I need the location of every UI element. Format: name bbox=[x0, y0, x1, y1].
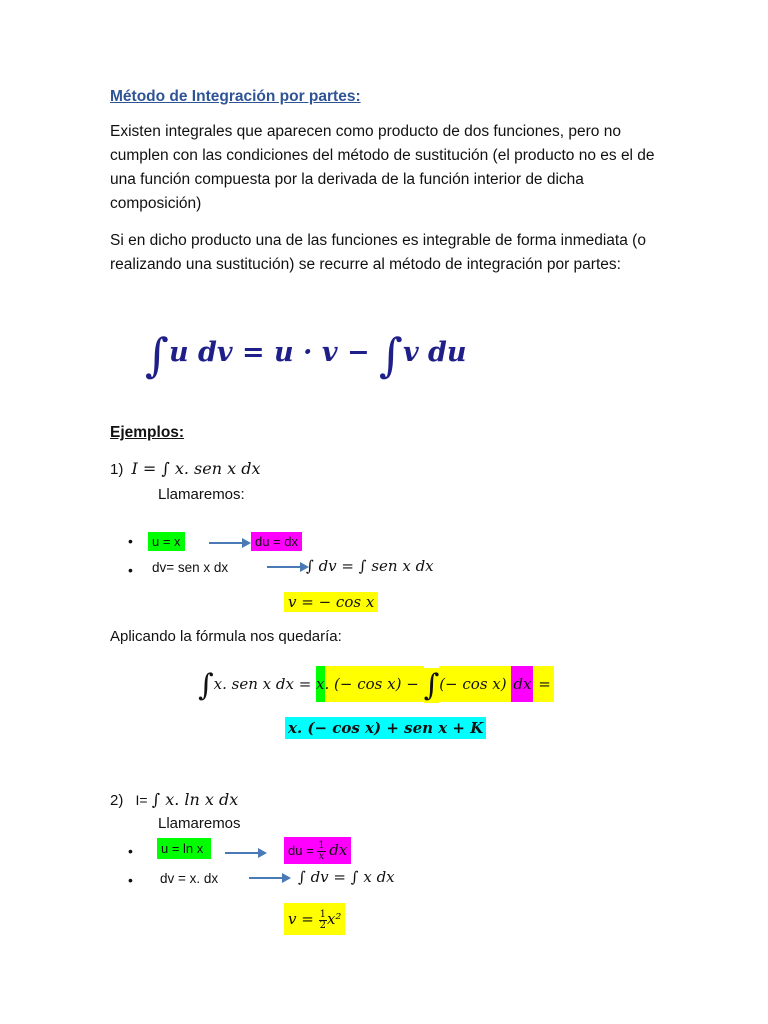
bullet-icon: • bbox=[128, 872, 133, 888]
bullet-icon: • bbox=[128, 562, 133, 578]
du-suffix: dx bbox=[329, 841, 348, 859]
example-number: 1) bbox=[110, 461, 124, 478]
step-part: = bbox=[533, 666, 553, 702]
integral-sign: ∫ bbox=[198, 668, 214, 703]
integral-sign: ∫ bbox=[145, 328, 169, 382]
formula-rhs: v du bbox=[402, 337, 467, 368]
example-2 bbox=[110, 790, 238, 809]
example-1 bbox=[110, 459, 260, 478]
formula-uv: u · v bbox=[274, 337, 338, 368]
dv-definition: dv = x. dx bbox=[160, 871, 219, 886]
example-integral-prefix: I= bbox=[135, 792, 148, 808]
example-integral: I = ∫ x. sen x dx bbox=[131, 459, 261, 478]
v-result bbox=[284, 903, 345, 935]
integral-sign: ∫ bbox=[378, 328, 403, 382]
page-title: Método de Integración por partes: bbox=[110, 88, 361, 105]
example-number: 2) bbox=[110, 792, 124, 809]
arrow-right-icon bbox=[208, 536, 252, 550]
du-prefix: du = bbox=[288, 843, 314, 858]
example-1-result: x. (− cos x) + sen x + K bbox=[285, 717, 486, 739]
step-part: . (− cos x) − bbox=[325, 666, 424, 702]
examples-heading: Ejemplos: bbox=[110, 424, 185, 441]
method-paragraph: Si en dicho producto una de las funciones es integrable de forma inmediata (o realizando una sustitución) se recurre al método de integración por partes: bbox=[110, 232, 646, 273]
intro-paragraph: Existen integrales que aparecen como producto de dos funciones, pero no cumplen con las condiciones del método de sustitución (el producto no es el de una función compuesta por la derivada de la función interior de dicha composición) bbox=[110, 123, 655, 212]
applying-text: Aplicando la fórmula nos quedaría: bbox=[110, 628, 342, 645]
dv-definition: dv= sen x dx bbox=[152, 560, 229, 575]
example-integral: ∫ x. ln x dx bbox=[151, 790, 239, 809]
bullet-icon: • bbox=[128, 533, 133, 549]
step-part: x. sen x dx = bbox=[213, 675, 317, 693]
du-definition bbox=[284, 837, 351, 864]
arrow-right-icon bbox=[266, 560, 310, 574]
example-1-step bbox=[198, 667, 554, 703]
dv-integral: ∫ dv = ∫ x dx bbox=[298, 868, 395, 886]
du-fraction: $\frac{1}{x}$ bbox=[318, 840, 325, 863]
arrow-right-icon bbox=[224, 846, 268, 860]
u-definition: u = ln x bbox=[157, 838, 211, 859]
step-highlight-dx: dx bbox=[511, 666, 533, 702]
bullet-icon: • bbox=[128, 843, 133, 859]
step-highlight-x: x bbox=[316, 666, 324, 702]
step-part: (− cos x) bbox=[439, 666, 511, 702]
u-definition: u = x bbox=[148, 532, 185, 551]
du-definition: du = dx bbox=[251, 532, 302, 551]
formula-lhs: u dv bbox=[168, 337, 233, 368]
integration-by-parts-formula bbox=[145, 328, 467, 382]
arrow-right-icon bbox=[248, 871, 292, 885]
v-prefix: v = bbox=[288, 910, 314, 928]
formula-equals: = bbox=[232, 337, 275, 368]
dv-integral: ∫ dv = ∫ sen x dx bbox=[306, 557, 434, 575]
v-suffix: x² bbox=[326, 910, 342, 928]
example-intro: Llamaremos: bbox=[158, 486, 245, 503]
v-fraction: $\frac{1}{2}$ bbox=[319, 908, 326, 931]
formula-minus: − bbox=[337, 337, 379, 368]
example-intro: Llamaremos bbox=[158, 815, 241, 832]
integral-sign: ∫ bbox=[423, 668, 440, 703]
v-result: v = − cos x bbox=[284, 592, 378, 612]
